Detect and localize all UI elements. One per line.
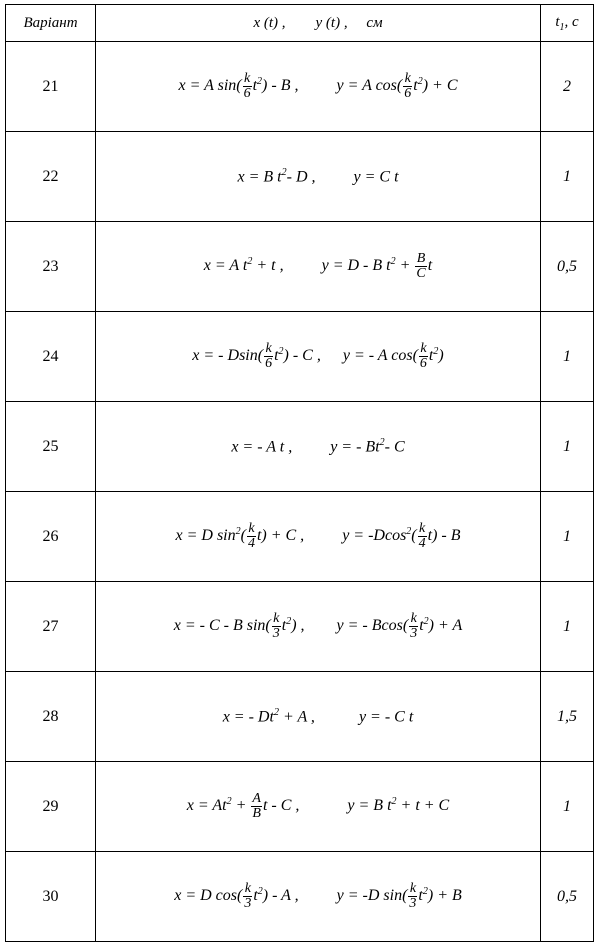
table-row — [6, 402, 594, 492]
formula-cell — [96, 132, 541, 222]
exponent: 2 — [433, 345, 439, 357]
time-value: 1 — [541, 492, 594, 582]
fraction-denominator: 6 — [265, 356, 273, 371]
exponent: 2 — [423, 615, 429, 627]
fraction-numerator: k — [419, 521, 426, 536]
fraction-denominator: 3 — [409, 896, 417, 911]
formula-text: t) + C , — [256, 527, 305, 545]
header-time — [541, 5, 594, 42]
formula-text: x = A t — [203, 257, 248, 275]
fraction — [408, 882, 417, 911]
table-row — [6, 492, 594, 582]
exponent: 2 — [273, 706, 279, 718]
fraction-denominator: 3 — [272, 626, 280, 641]
formula-text: x = A sin( — [178, 77, 242, 95]
formula-text: x = D sin — [175, 527, 236, 545]
formula-text: + t + C — [396, 797, 450, 815]
formula-text: y = C t — [353, 168, 399, 186]
fraction-numerator: B — [416, 251, 426, 266]
fraction-numerator: k — [404, 71, 411, 86]
formula-text: ) - B , — [262, 77, 299, 95]
formula-text: y = B t — [347, 797, 392, 815]
header-time-sub: 1 — [559, 21, 565, 33]
table-row — [6, 42, 594, 132]
header-row — [6, 5, 594, 42]
time-value: 1 — [541, 402, 594, 492]
variant-number: 25 — [6, 402, 96, 492]
time-value: 0,5 — [541, 852, 594, 942]
fraction — [243, 882, 252, 911]
fraction-denominator: 4 — [247, 536, 255, 551]
variant-number: 30 — [6, 852, 96, 942]
header-time-main: t — [555, 13, 560, 30]
formula-text: y = - Bt — [330, 438, 380, 456]
exponent: 2 — [257, 75, 263, 87]
time-value: 1 — [541, 312, 594, 402]
fraction — [415, 252, 426, 281]
formula-text: x = - C - B sin( — [173, 617, 271, 635]
fraction-numerator: k — [244, 881, 251, 896]
exponent: 2 — [406, 525, 412, 537]
time-value: 1 — [541, 582, 594, 672]
formula-text: t — [274, 347, 279, 365]
formula-text: t — [413, 77, 418, 95]
exponent: 2 — [226, 795, 232, 807]
variant-number: 24 — [6, 312, 96, 402]
formula-cell — [96, 492, 541, 582]
fraction — [418, 522, 427, 551]
formula-text: t — [252, 77, 258, 95]
formula-cell — [96, 582, 541, 672]
formula-text: y = - A cos( — [342, 347, 418, 365]
formula-text: t — [281, 617, 287, 635]
formula-text: y = - C t — [358, 708, 414, 726]
fraction-numerator: A — [252, 791, 261, 806]
formula-cell — [96, 402, 541, 492]
variant-number: 22 — [6, 132, 96, 222]
formula-text: ( — [411, 527, 417, 545]
exponent: 2 — [417, 75, 423, 87]
formula-text: x = B t — [237, 168, 282, 186]
time-value: 2 — [541, 42, 594, 132]
formula-text: ) + B — [427, 887, 462, 905]
header-formula: x (t) , y (t) , см — [96, 5, 541, 42]
formula-text: + — [395, 257, 415, 275]
fraction-denominator: C — [416, 266, 426, 281]
fraction-numerator: k — [410, 611, 417, 626]
formula-cell — [96, 672, 541, 762]
table-row — [6, 132, 594, 222]
variant-number: 28 — [6, 672, 96, 762]
fraction — [243, 72, 252, 101]
header-variant: Варіант — [6, 5, 96, 42]
formula-text: ) + C — [422, 77, 458, 95]
exponent: 2 — [247, 255, 253, 267]
formula-text: ) — [438, 347, 444, 365]
formula-text: t — [427, 257, 433, 275]
variants-table — [5, 4, 594, 942]
formula-text: t - C , — [262, 797, 300, 815]
time-value: 1 — [541, 762, 594, 852]
table-row — [6, 222, 594, 312]
fraction-denominator: 6 — [419, 356, 427, 371]
formula-text: ) - C , — [283, 347, 321, 365]
formula-text: t — [428, 347, 434, 365]
formula-cell — [96, 312, 541, 402]
formula-text: + — [231, 797, 251, 815]
fraction — [409, 612, 418, 641]
time-value: 0,5 — [541, 222, 594, 312]
fraction-numerator: k — [420, 341, 427, 356]
fraction-numerator: k — [409, 881, 417, 896]
variant-number: 23 — [6, 222, 96, 312]
formula-text: t — [418, 887, 423, 905]
fraction-denominator: B — [252, 806, 261, 821]
formula-text: x = At — [186, 797, 227, 815]
formula-cell — [96, 42, 541, 132]
formula-text: - D , — [286, 168, 316, 186]
exponent: 2 — [278, 345, 284, 357]
formula-text: y = A cos( — [336, 77, 403, 95]
fraction-numerator: k — [248, 521, 255, 536]
fraction-denominator: 4 — [418, 536, 426, 551]
time-value: 1,5 — [541, 672, 594, 762]
formula-text: + A , — [278, 708, 315, 726]
fraction — [264, 342, 273, 371]
formula-text: t — [419, 617, 424, 635]
variant-number: 21 — [6, 42, 96, 132]
formula-text: y = D - B t — [321, 257, 391, 275]
fraction-denominator: 6 — [404, 86, 412, 101]
formula-text: ) + A — [428, 617, 463, 635]
fraction — [272, 612, 281, 641]
fraction-denominator: 3 — [244, 896, 252, 911]
time-value: 1 — [541, 132, 594, 222]
formula-text: - C — [384, 438, 405, 456]
exponent: 2 — [379, 436, 385, 448]
exponent: 2 — [235, 525, 241, 537]
formula-cell — [96, 852, 541, 942]
variant-number: 26 — [6, 492, 96, 582]
exponent: 2 — [286, 615, 292, 627]
exponent: 2 — [390, 255, 396, 267]
fraction-denominator: 6 — [243, 86, 251, 101]
formula-text: + t , — [252, 257, 284, 275]
fraction-numerator: k — [265, 341, 272, 356]
table-row — [6, 762, 594, 852]
formula-text: t) - B — [427, 527, 461, 545]
table-row — [6, 312, 594, 402]
formula-text: ( — [240, 527, 246, 545]
fraction-numerator: k — [243, 71, 251, 86]
exponent: 2 — [281, 166, 287, 178]
formula-text: y = - Bcos( — [336, 617, 409, 635]
formula-text: ) , — [291, 617, 305, 635]
exponent: 2 — [422, 885, 428, 897]
formula-text: x = D cos( — [174, 887, 243, 905]
formula-text: y = -D sin( — [336, 887, 408, 905]
fraction-numerator: k — [273, 611, 280, 626]
table-row — [6, 672, 594, 762]
formula-text: ) - A , — [262, 887, 299, 905]
variant-number: 27 — [6, 582, 96, 672]
formula-text: x = - Dt — [222, 708, 274, 726]
variant-number: 29 — [6, 762, 96, 852]
formula-text: x = - Dsin( — [192, 347, 264, 365]
fraction-denominator: 3 — [410, 626, 418, 641]
fraction — [403, 72, 412, 101]
fraction — [251, 792, 262, 821]
formula-cell — [96, 762, 541, 852]
exponent: 2 — [257, 885, 263, 897]
table-row — [6, 852, 594, 942]
fraction — [247, 522, 256, 551]
formula-text: t — [253, 887, 258, 905]
formula-text: y = -Dcos — [342, 527, 407, 545]
formula-cell — [96, 222, 541, 312]
fraction — [419, 342, 428, 371]
table-row — [6, 582, 594, 672]
header-time-unit: , c — [564, 13, 579, 30]
exponent: 2 — [391, 795, 397, 807]
formula-text: x = - A t , — [231, 438, 293, 456]
